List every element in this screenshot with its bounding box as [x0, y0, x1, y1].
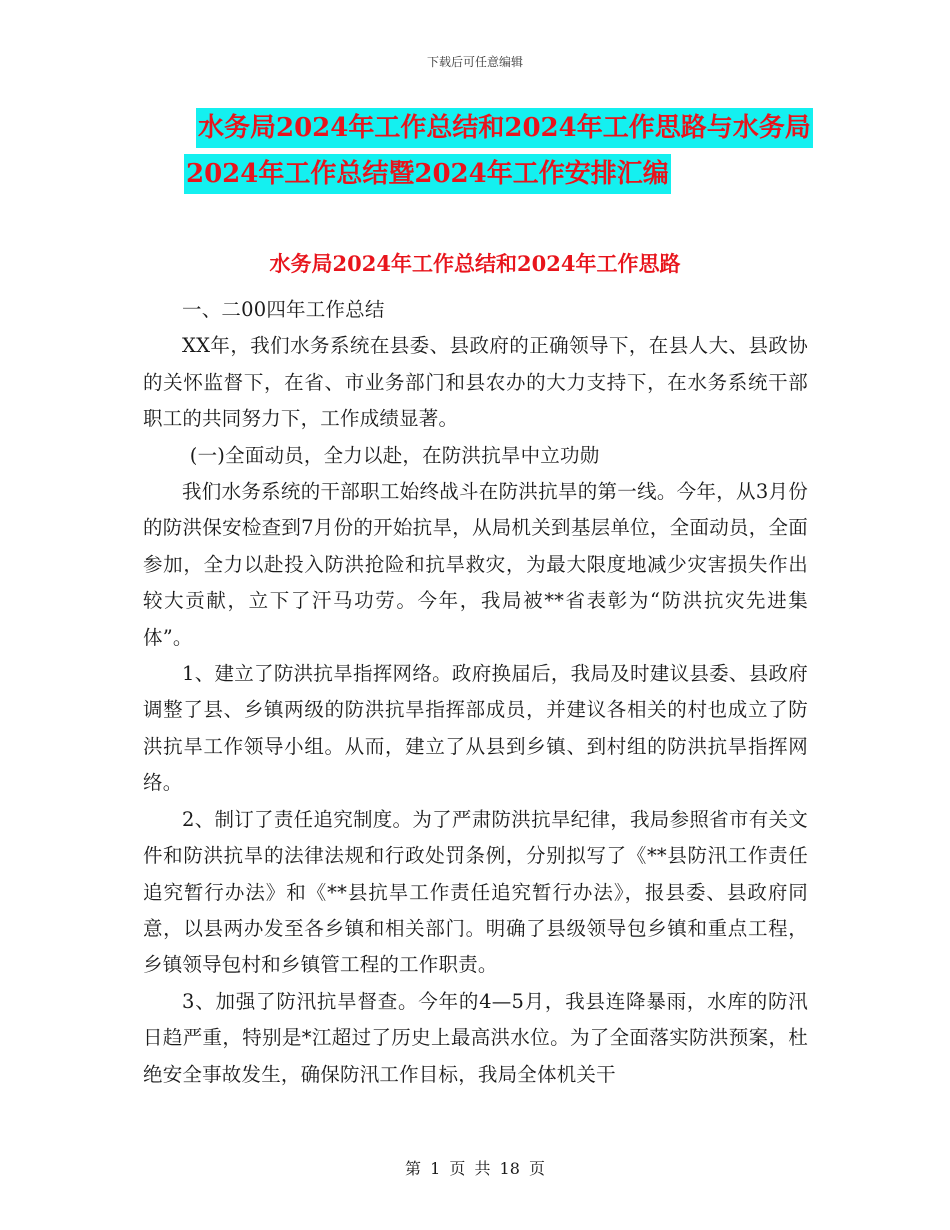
section-title: 水务局2024年工作总结和2024年工作思路 [269, 251, 681, 276]
paragraph: XX年，我们水务系统在县委、县政府的正确领导下，在县人大、县政协的关怀监督下，在省、市业务部门和县农办的大力支持下，在水务系统干部职工的共同努力下，工作成绩显著。 [143, 334, 808, 431]
main-title-line-1: 水务局2024年工作总结和2024年工作思路与水务局 [196, 108, 813, 148]
header-note: 下载后可任意编辑 [426, 55, 523, 69]
subsection-heading: (一)全面动员，全力以赴，在防洪抗旱中立功勋 [189, 443, 600, 467]
page-number-footer: 第 1 页 共 18 页 [405, 1159, 545, 1178]
body-text [143, 292, 808, 1093]
paragraph: 1、建立了防洪抗旱指挥网络。政府换届后，我局及时建议县委、县政府调整了县、乡镇两级的防洪抗旱指挥部成员，并建议各相关的村也成立了防洪抗旱工作领导小组。从而，建立了从县到乡镇、到村组的防洪抗旱指挥网络。 [143, 662, 808, 795]
paragraph: 2、制订了责任追究制度。为了严肃防洪抗旱纪律，我局参照省市有关文件和防洪抗旱的法律法规和行政处罚条例，分别拟写了《**县防汛工作责任追究暂行办法》和《**县抗旱工作责任追究暂行办法》，报县委、县政府同意，以县两办发至各乡镇和相关部门。明确了县级领导包乡镇和重点工程，乡镇领导包村和乡镇管工程的工作职责。 [143, 807, 808, 977]
paragraph: 我们水务系统的干部职工始终战斗在防洪抗旱的第一线。今年，从3月份的防洪保安检查到7月份的开始抗旱，从局机关到基层单位，全面动员，全面参加，全力以赴投入防洪抢险和抗旱救灾，为最大限度地减少灾害损失作出较大贡献，立下了汗马功劳。今年，我局被**省表彰为“防洪抗灾先进集体”。 [143, 480, 808, 649]
main-title-line-2: 2024年工作总结暨2024年工作安排汇编 [184, 154, 671, 194]
section-heading: 一、二00四年工作总结 [182, 298, 385, 321]
paragraph: 3、加强了防汛抗旱督查。今年的4—5月，我县连降暴雨，水库的防汛日趋严重，特别是*江超过了历史上最高洪水位。为了全面落实防洪预案，杜绝安全事故发生，确保防汛工作目标，我局全体机关干 [143, 989, 808, 1086]
